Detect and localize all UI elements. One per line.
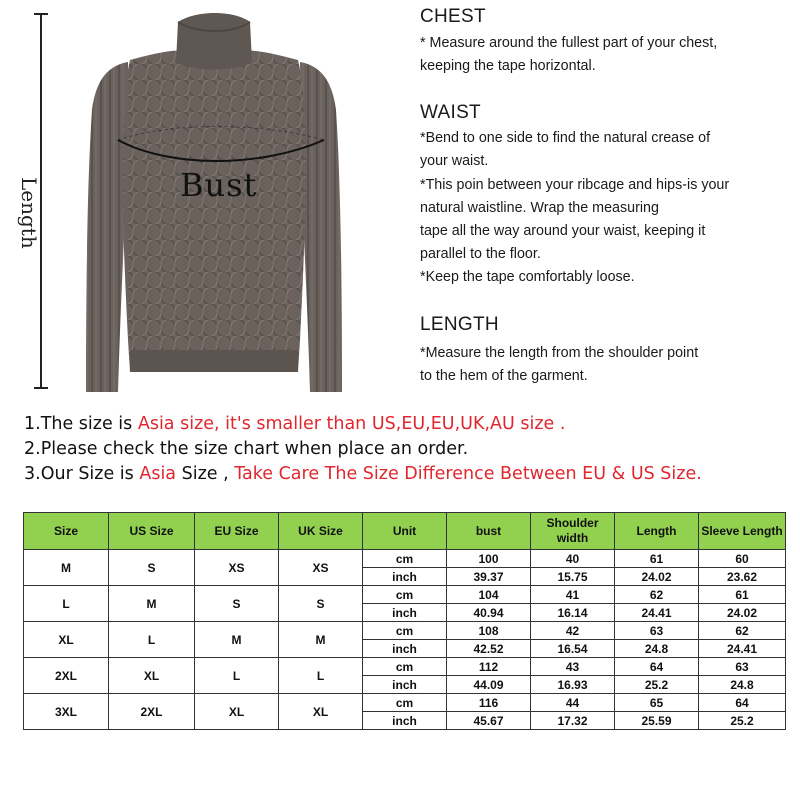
length-text-line: *Measure the length from the shoulder point [420,345,699,361]
column-header: Length [615,513,699,550]
column-header: EU Size [195,513,279,550]
sleeve-cell: 25.2 [699,712,786,730]
chest-text-line: keeping the tape horizontal. [420,58,596,74]
length-cell: 24.41 [615,604,699,622]
uk-size-cell: L [279,658,363,694]
column-header: Shoulder width [531,513,615,550]
unit-cell: inch [363,568,447,586]
waist-text-line: tape all the way around your waist, keeping it [420,223,706,239]
length-cell: 24.8 [615,640,699,658]
length-label: Length [17,177,41,249]
unit-cell: inch [363,676,447,694]
unit-cell: cm [363,550,447,568]
eu-size-cell: XS [195,550,279,586]
column-header: Size [24,513,109,550]
shoulder-cell: 17.32 [531,712,615,730]
us-size-cell: S [109,550,195,586]
unit-cell: cm [363,586,447,604]
size-cell: XL [24,622,109,658]
us-size-cell: XL [109,658,195,694]
uk-size-cell: M [279,622,363,658]
size-cell: 2XL [24,658,109,694]
table-row [24,694,786,712]
sleeve-cell: 64 [699,694,786,712]
waist-text-line: *Keep the tape comfortably loose. [420,269,635,285]
right-sleeve [300,62,342,392]
length-cell: 62 [615,586,699,604]
waist-text-line: *Bend to one side to find the natural crease of [420,130,711,146]
table-row [24,586,786,604]
uk-size-cell: XS [279,550,363,586]
shoulder-cell: 43 [531,658,615,676]
us-size-cell: 2XL [109,694,195,730]
bust-cell: 108 [447,622,531,640]
note-text: Size , [176,464,235,484]
sweater-figure [0,0,408,398]
note-text: 3.Our Size is [24,464,140,484]
table-row [24,622,786,640]
sleeve-cell: 24.8 [699,676,786,694]
length-cell: 25.59 [615,712,699,730]
uk-size-cell: XL [279,694,363,730]
bust-cell: 100 [447,550,531,568]
sleeve-cell: 23.62 [699,568,786,586]
waist-text-line: your waist. [420,153,489,169]
measurement-instructions [408,0,800,398]
waist-heading: WAIST [420,102,481,123]
note-warning-text: Asia size, it's smaller than US,EU,EU,UK,AU size . [137,414,566,434]
bust-cell: 112 [447,658,531,676]
unit-cell: inch [363,604,447,622]
sleeve-cell: 24.02 [699,604,786,622]
length-cell: 24.02 [615,568,699,586]
waist-text-line: parallel to the floor. [420,246,541,262]
sleeve-cell: 63 [699,658,786,676]
length-cell: 63 [615,622,699,640]
eu-size-cell: XL [195,694,279,730]
size-cell: M [24,550,109,586]
column-header: UK Size [279,513,363,550]
shoulder-cell: 42 [531,622,615,640]
turtleneck-collar [176,13,252,70]
us-size-cell: L [109,622,195,658]
unit-cell: inch [363,640,447,658]
sleeve-cell: 62 [699,622,786,640]
eu-size-cell: M [195,622,279,658]
shoulder-cell: 16.14 [531,604,615,622]
note-text: 2.Please check the size chart when place an order. [24,439,469,459]
bust-cell: 104 [447,586,531,604]
note-warning-text: Take Care The Size Difference Between EU & US Size. [234,464,702,484]
length-cell: 61 [615,550,699,568]
bust-label: Bust [180,166,258,204]
note-warning-text: Asia [139,464,177,484]
bust-cell: 44.09 [447,676,531,694]
note-line-2 [24,437,794,462]
note-line-3 [24,462,794,487]
length-text-line: to the hem of the garment. [420,368,588,384]
chest-text-line: * Measure around the fullest part of your chest, [420,35,718,51]
us-size-cell: M [109,586,195,622]
note-text: 1.The size is [24,414,138,434]
table-row [24,658,786,676]
length-heading: LENGTH [420,314,499,335]
sleeve-cell: 61 [699,586,786,604]
column-header: bust [447,513,531,550]
eu-size-cell: L [195,658,279,694]
size-cell: 3XL [24,694,109,730]
sleeve-cell: 24.41 [699,640,786,658]
left-sleeve [86,62,128,392]
shoulder-cell: 16.93 [531,676,615,694]
size-chart-table [23,512,786,730]
bust-cell: 45.67 [447,712,531,730]
column-header: Unit [363,513,447,550]
unit-cell: inch [363,712,447,730]
unit-cell: cm [363,694,447,712]
table-header-row [24,513,786,550]
waist-text-line: natural waistline. Wrap the measuring [420,200,659,216]
unit-cell: cm [363,622,447,640]
eu-size-cell: S [195,586,279,622]
column-header: Sleeve Length [699,513,786,550]
waist-text-line: *This poin between your ribcage and hips-is your [420,177,730,193]
length-cell: 65 [615,694,699,712]
bust-cell: 40.94 [447,604,531,622]
length-cell: 25.2 [615,676,699,694]
top-area [0,0,800,398]
bust-cell: 42.52 [447,640,531,658]
column-header: US Size [109,513,195,550]
shoulder-cell: 44 [531,694,615,712]
bust-cell: 39.37 [447,568,531,586]
shoulder-cell: 15.75 [531,568,615,586]
uk-size-cell: S [279,586,363,622]
shoulder-cell: 16.54 [531,640,615,658]
table-row [24,550,786,568]
size-notes [24,412,794,487]
sweater-hem [130,350,298,372]
unit-cell: cm [363,658,447,676]
chest-heading: CHEST [420,6,486,27]
sweater-body [122,50,306,372]
shoulder-cell: 41 [531,586,615,604]
shoulder-cell: 40 [531,550,615,568]
note-line-1 [24,412,794,437]
length-cell: 64 [615,658,699,676]
sleeve-cell: 60 [699,550,786,568]
size-cell: L [24,586,109,622]
bust-cell: 116 [447,694,531,712]
